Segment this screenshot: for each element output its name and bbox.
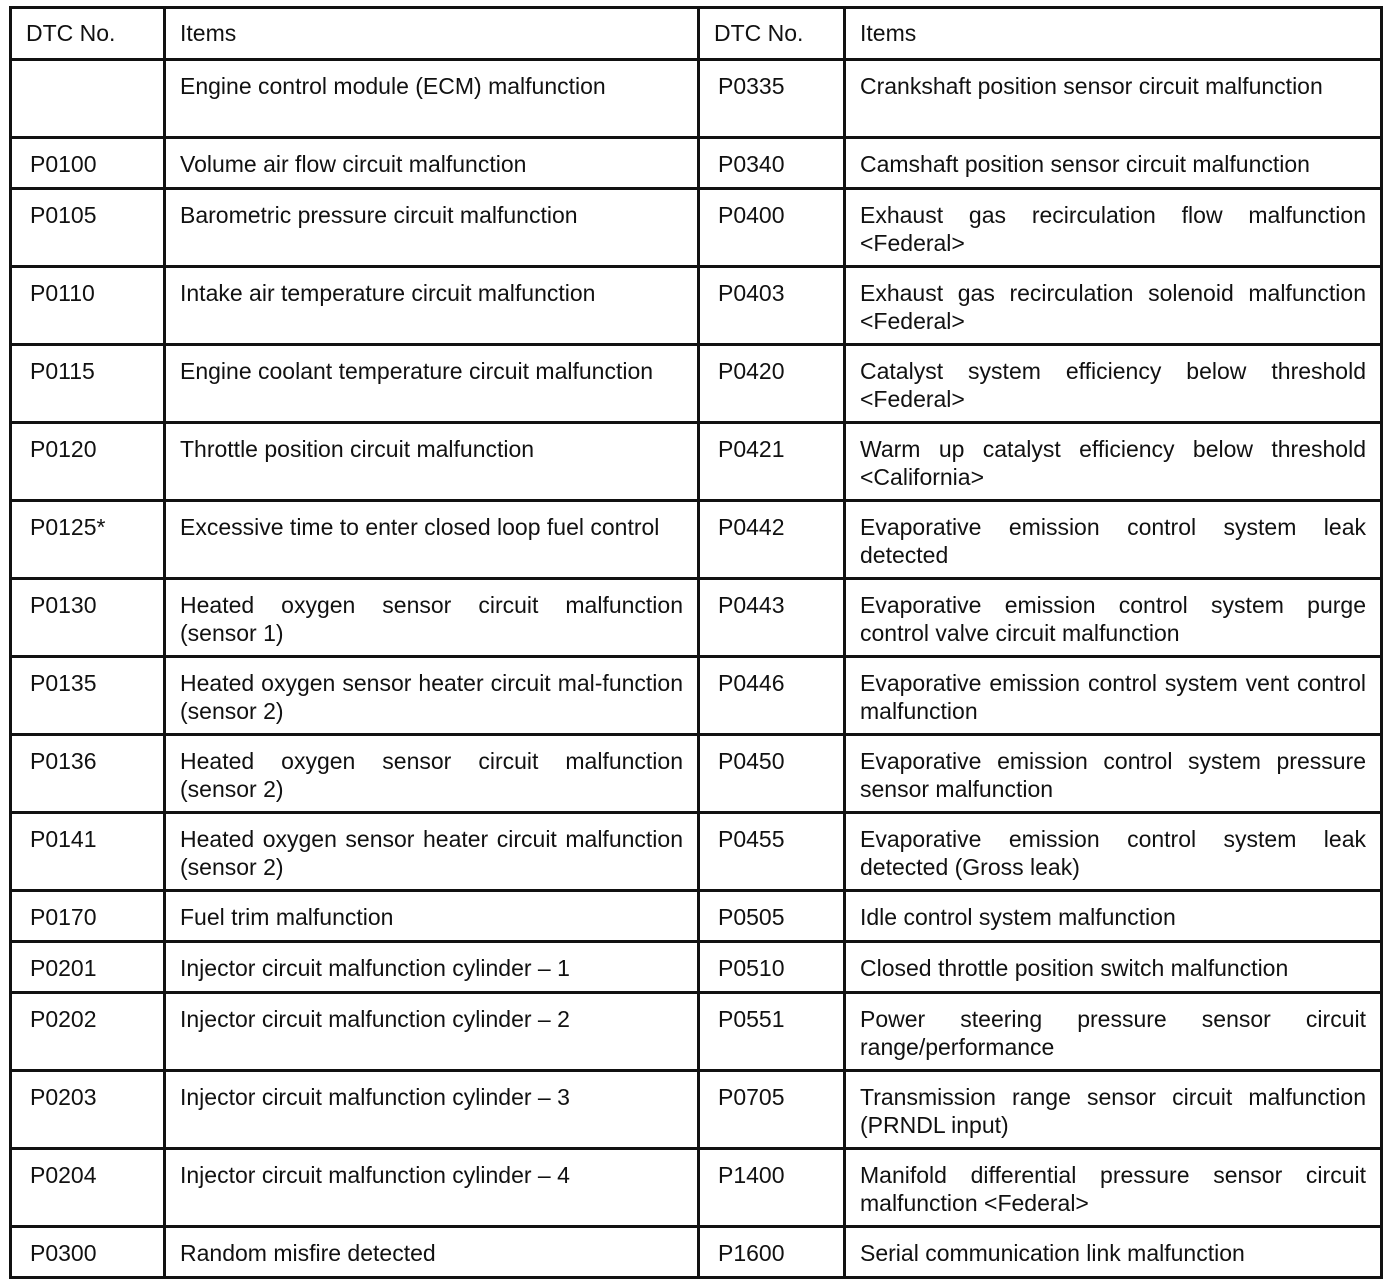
- dtc-code-right: P0400: [699, 189, 845, 267]
- dtc-item-right: Power steering pressure sensor circuit range/performance: [845, 993, 1382, 1071]
- table-row: [11, 993, 1382, 1071]
- header-items-right: Items: [845, 8, 1382, 60]
- table-row: [11, 345, 1382, 423]
- dtc-item-right: Evaporative emission control system leak detected (Gross leak): [845, 813, 1382, 891]
- dtc-code-right: P1400: [699, 1149, 845, 1227]
- dtc-item-right: Catalyst system efficiency below threshold <Federal>: [845, 345, 1382, 423]
- table-row: [11, 891, 1382, 942]
- dtc-code-right: P0505: [699, 891, 845, 942]
- header-dtc-no-right: DTC No.: [699, 8, 845, 60]
- table-row: [11, 1071, 1382, 1149]
- dtc-code-right: P0340: [699, 138, 845, 189]
- dtc-code-right: P1600: [699, 1227, 845, 1278]
- header-row: [11, 8, 1382, 60]
- dtc-item-right: Serial communication link malfunction: [845, 1227, 1382, 1278]
- dtc-code-left: P0120: [11, 423, 165, 501]
- dtc-item-right: Crankshaft position sensor circuit malfunction: [845, 60, 1382, 138]
- dtc-item-left: Injector circuit malfunction cylinder – 1: [165, 942, 699, 993]
- dtc-code-left: P0115: [11, 345, 165, 423]
- dtc-code-right: P0446: [699, 657, 845, 735]
- dtc-code-left: P0300: [11, 1227, 165, 1278]
- dtc-item-left: Heated oxygen sensor circuit malfunction (sensor 1): [165, 579, 699, 657]
- dtc-item-right: Warm up catalyst efficiency below threshold <California>: [845, 423, 1382, 501]
- dtc-code-left: [11, 60, 165, 138]
- dtc-item-right: Evaporative emission control system purge control valve circuit malfunction: [845, 579, 1382, 657]
- dtc-item-right: Evaporative emission control system vent control malfunction: [845, 657, 1382, 735]
- dtc-code-left: P0130: [11, 579, 165, 657]
- dtc-item-left: Random misfire detected: [165, 1227, 699, 1278]
- dtc-code-left: P0204: [11, 1149, 165, 1227]
- dtc-item-left: Fuel trim malfunction: [165, 891, 699, 942]
- dtc-item-left: Intake air temperature circuit malfunction: [165, 267, 699, 345]
- dtc-item-left: Injector circuit malfunction cylinder – 4: [165, 1149, 699, 1227]
- table-row: [11, 657, 1382, 735]
- dtc-code-left: P0135: [11, 657, 165, 735]
- table-row: [11, 189, 1382, 267]
- table-row: [11, 1149, 1382, 1227]
- dtc-item-left: Heated oxygen sensor heater circuit mal-function (sensor 2): [165, 657, 699, 735]
- dtc-item-left: Volume air flow circuit malfunction: [165, 138, 699, 189]
- table-row: [11, 942, 1382, 993]
- dtc-item-right: Manifold differential pressure sensor circuit malfunction <Federal>: [845, 1149, 1382, 1227]
- dtc-item-left: Injector circuit malfunction cylinder – 3: [165, 1071, 699, 1149]
- dtc-item-left: Engine control module (ECM) malfunction: [165, 60, 699, 138]
- table-row: [11, 423, 1382, 501]
- dtc-code-right: P0420: [699, 345, 845, 423]
- dtc-item-right: Idle control system malfunction: [845, 891, 1382, 942]
- table-row: [11, 813, 1382, 891]
- dtc-code-right: P0510: [699, 942, 845, 993]
- dtc-code-right: P0443: [699, 579, 845, 657]
- dtc-code-right: P0450: [699, 735, 845, 813]
- dtc-code-left: P0203: [11, 1071, 165, 1149]
- dtc-item-left: Engine coolant temperature circuit malfunction: [165, 345, 699, 423]
- dtc-item-left: Excessive time to enter closed loop fuel control: [165, 501, 699, 579]
- dtc-code-left: P0170: [11, 891, 165, 942]
- dtc-code-left: P0105: [11, 189, 165, 267]
- table-row: [11, 138, 1382, 189]
- dtc-item-right: Transmission range sensor circuit malfunction (PRNDL input): [845, 1071, 1382, 1149]
- dtc-code-left: P0202: [11, 993, 165, 1071]
- dtc-code-right: P0335: [699, 60, 845, 138]
- dtc-item-left: Heated oxygen sensor circuit malfunction (sensor 2): [165, 735, 699, 813]
- dtc-code-left: P0100: [11, 138, 165, 189]
- table-row: [11, 579, 1382, 657]
- table-row: [11, 1227, 1382, 1278]
- dtc-code-left: P0136: [11, 735, 165, 813]
- dtc-item-right: Camshaft position sensor circuit malfunction: [845, 138, 1382, 189]
- dtc-code-left: P0110: [11, 267, 165, 345]
- dtc-item-right: Closed throttle position switch malfunction: [845, 942, 1382, 993]
- dtc-code-left: P0125*: [11, 501, 165, 579]
- dtc-code-right: P0421: [699, 423, 845, 501]
- dtc-code-right: P0705: [699, 1071, 845, 1149]
- table-row: [11, 735, 1382, 813]
- dtc-item-right: Exhaust gas recirculation flow malfunction <Federal>: [845, 189, 1382, 267]
- table-row: [11, 501, 1382, 579]
- dtc-item-right: Evaporative emission control system leak detected: [845, 501, 1382, 579]
- dtc-code-right: P0551: [699, 993, 845, 1071]
- dtc-item-left: Throttle position circuit malfunction: [165, 423, 699, 501]
- dtc-item-left: Heated oxygen sensor heater circuit malfunction (sensor 2): [165, 813, 699, 891]
- table-row: [11, 267, 1382, 345]
- dtc-item-left: Barometric pressure circuit malfunction: [165, 189, 699, 267]
- dtc-table: [9, 6, 1383, 1279]
- dtc-code-right: P0403: [699, 267, 845, 345]
- dtc-code-left: P0141: [11, 813, 165, 891]
- header-items-left: Items: [165, 8, 699, 60]
- dtc-code-right: P0455: [699, 813, 845, 891]
- header-dtc-no-left: DTC No.: [11, 8, 165, 60]
- dtc-item-right: Evaporative emission control system pressure sensor malfunction: [845, 735, 1382, 813]
- dtc-item-right: Exhaust gas recirculation solenoid malfunction <Federal>: [845, 267, 1382, 345]
- table-row: [11, 60, 1382, 138]
- dtc-code-left: P0201: [11, 942, 165, 993]
- dtc-code-right: P0442: [699, 501, 845, 579]
- dtc-item-left: Injector circuit malfunction cylinder – 2: [165, 993, 699, 1071]
